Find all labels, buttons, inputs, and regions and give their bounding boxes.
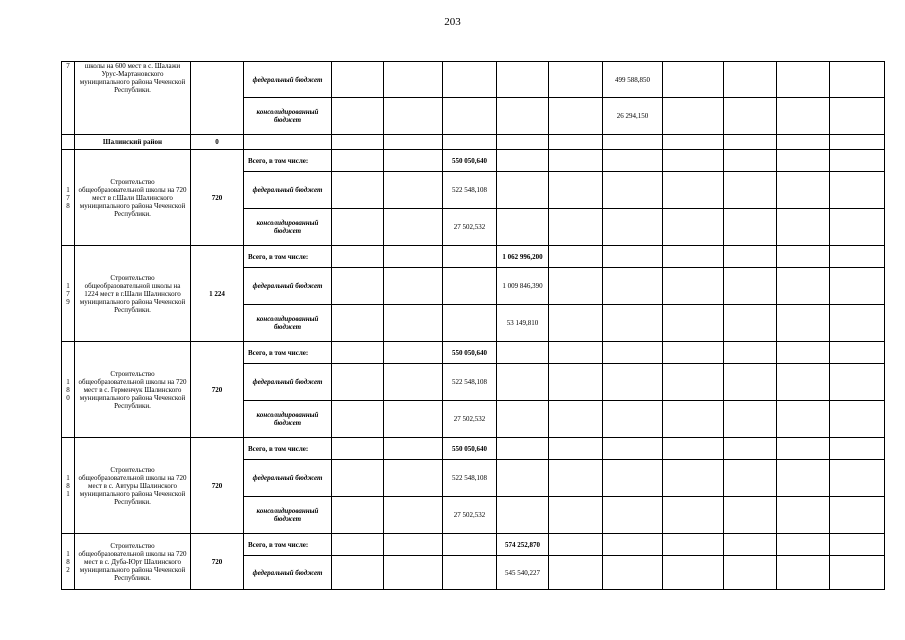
row-index: 7	[62, 62, 75, 135]
budget-type-label: Всего, в том числе:	[244, 246, 332, 268]
value-cell: 1 062 996,200	[497, 246, 549, 268]
budget-type-label: консолидированный бюджет	[244, 497, 332, 534]
budget-type-label: федеральный бюджет	[244, 364, 332, 401]
row-index: 1 8 0	[62, 342, 75, 438]
table-row	[62, 150, 885, 172]
budget-type-label: федеральный бюджет	[244, 172, 332, 209]
budget-type-label: федеральный бюджет	[244, 556, 332, 590]
page-number: 203	[444, 16, 461, 28]
budget-type-label: Всего, в том числе:	[244, 342, 332, 364]
capacity-cell	[191, 62, 244, 135]
district-row	[62, 135, 885, 150]
budget-type-label: консолидированный бюджет	[244, 209, 332, 246]
table-row	[62, 438, 885, 460]
value-cell: 26 294,150	[603, 98, 663, 135]
capacity-cell: 720	[191, 342, 244, 438]
capacity-cell: 1 224	[191, 246, 244, 342]
row-index: 1 8 1	[62, 438, 75, 534]
table-row	[62, 62, 885, 98]
table-row	[62, 342, 885, 364]
budget-type-label: федеральный бюджет	[244, 62, 332, 98]
value-cell: 545 540,227	[497, 556, 549, 590]
budget-type-label: федеральный бюджет	[244, 460, 332, 497]
district-value: 0	[191, 135, 244, 150]
value-cell: 53 149,810	[497, 305, 549, 342]
budget-table	[61, 61, 885, 590]
project-name: Строительство общеобразовательной школы на 720 мест в с. Герменчук Шалинского муниципального района Чеченской Республики.	[75, 342, 191, 438]
value-cell: 499 588,850	[603, 62, 663, 98]
budget-type-label: консолидированный бюджет	[244, 98, 332, 135]
budget-type-label: консолидированный бюджет	[244, 401, 332, 438]
value-cell: 27 502,532	[443, 497, 497, 534]
value-cell: 574 252,870	[497, 534, 549, 556]
value-cell: 27 502,532	[443, 401, 497, 438]
value-cell: 1 009 846,390	[497, 268, 549, 305]
table-row	[62, 246, 885, 268]
project-name: Строительство общеобразовательной школы на 720 мест в с. Автуры Шалинского муниципального района Чеченской Республики.	[75, 438, 191, 534]
project-name: Строительство общеобразовательной школы на 1224 мест в г.Шали Шалинского муниципального района Чеченской Республики.	[75, 246, 191, 342]
budget-type-label: Всего, в том числе:	[244, 534, 332, 556]
row-index: 1 7 9	[62, 246, 75, 342]
value-cell: 550 050,640	[443, 150, 497, 172]
value-cell: 522 548,108	[443, 364, 497, 401]
value-cell: 522 548,108	[443, 460, 497, 497]
project-name: школы на 600 мест в с. Шалажи Урус-Мартановского муниципального района Чеченской Республики.	[75, 62, 191, 135]
value-cell: 522 548,108	[443, 172, 497, 209]
value-cell: 550 050,640	[443, 438, 497, 460]
capacity-cell: 720	[191, 438, 244, 534]
budget-type-label: Всего, в том числе:	[244, 438, 332, 460]
district-name: Шалинский район	[75, 135, 191, 150]
capacity-cell: 720	[191, 150, 244, 246]
value-cell: 27 502,532	[443, 209, 497, 246]
budget-type-label: консолидированный бюджет	[244, 305, 332, 342]
project-name: Строительство общеобразовательной школы на 720 мест в с. Дуба-Юрт Шалинского муниципального района Чеченской Республики.	[75, 534, 191, 590]
project-name: Строительство общеобразовательной школы на 720 мест в г.Шали Шалинского муниципального района Чеченской Республики.	[75, 150, 191, 246]
table-row	[62, 534, 885, 556]
row-index: 1 8 2	[62, 534, 75, 590]
budget-type-label: федеральный бюджет	[244, 268, 332, 305]
capacity-cell: 720	[191, 534, 244, 590]
budget-type-label: Всего, в том числе:	[244, 150, 332, 172]
row-index: 1 7 8	[62, 150, 75, 246]
value-cell: 550 050,640	[443, 342, 497, 364]
